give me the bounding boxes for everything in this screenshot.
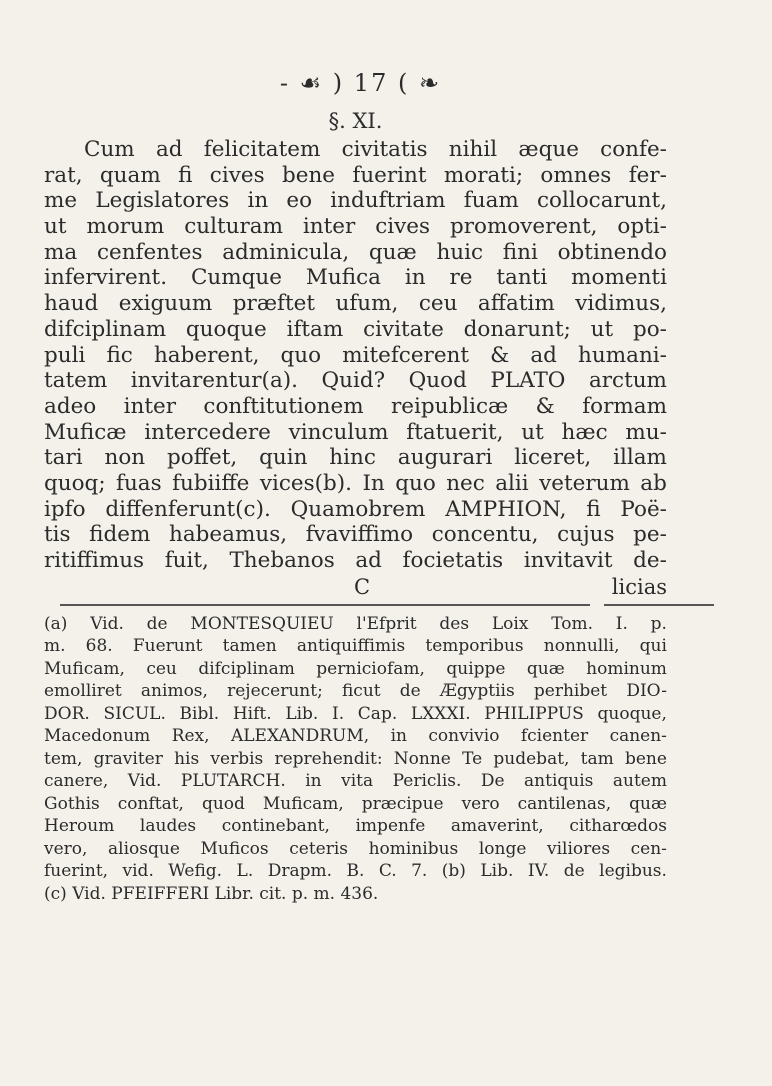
text-line: ipfo diffenferunt(c). Quamobrem AMPHION, fi Poë- [44, 496, 667, 522]
text-line: infervirent. Cumque Mufica in re tanti momenti [44, 265, 667, 291]
text-line: ritiffimus fuit, Thebanos ad focietatis invitavit de- [44, 548, 667, 573]
footnote-line: Gothis conftat, quod Muficam, præcipue vero cantilenas, quæ [44, 793, 667, 814]
footnote-line: (a) Vid. de MONTESQUIEU l'Efprit des Loix Tom. I. p. [44, 613, 667, 634]
text-line: me Legislatores in eo induftriam fuam collocarunt, [44, 188, 667, 214]
footnote-line: m. 68. Fuerunt tamen antiquiffimis temporibus nonnulli, qui [44, 636, 667, 657]
text-line: tari non poffet, quin hinc augurari liceret, illam [44, 445, 667, 471]
footnote-separator [44, 601, 667, 611]
section-title: §. XI. [328, 109, 383, 133]
text-line: tis fidem habeamus, fvaviffimo concentu, cujus pe- [44, 522, 667, 548]
footnote-line: Heroum laudes continebant, impenfe amaverint, citharœdos [44, 816, 667, 837]
text-line: Cum ad felicitatem civitatis nihil æque confe- [84, 137, 667, 162]
signature-mark: C [354, 574, 371, 599]
separator-rule-short [604, 604, 714, 606]
text-line: Muficæ intercedere vinculum ftatuerit, ut hæc mu- [44, 419, 667, 445]
separator-rule-long [60, 604, 590, 606]
footnote-line: vero, aliosque Muficos ceteris hominibus longe viliores cen- [44, 838, 667, 859]
footnote-line: Muficam, ceu difciplinam perniciofam, quippe quæ hominum [44, 658, 667, 679]
text-line: haud exiguum præftet ufum, ceu affatim vidimus, [44, 291, 667, 317]
footnote-line: (c) Vid. PFEIFFERI Libr. cit. p. m. 436. [44, 883, 379, 904]
text-line: difciplinam quoque iftam civitate donarunt; ut po- [44, 316, 667, 342]
footnote-line: tem, graviter his verbis reprehendit: Nonne Te pudebat, tam bene [44, 748, 667, 769]
text-line: rat, quam fi cives bene fuerint morati; omnes fer- [44, 162, 667, 188]
signature-row [44, 575, 667, 599]
footnotes [44, 613, 667, 906]
footnote-line: Macedonum Rex, ALEXANDRUM, in convivio fcienter canen- [44, 726, 667, 747]
text-line: adeo inter conftitutionem reipublicæ & formam [44, 393, 667, 419]
footnote-line: fuerint, vid. Wefig. L. Drapm. B. C. 7. (b) Lib. IV. de legibus. [44, 861, 667, 882]
footnote-line: emolliret animos, rejecerunt; ficut de Ægyptiis perhibet DIO- [44, 681, 667, 702]
text-line: quoq; fuas fubiiffe vices(b). In quo nec alii veterum ab [44, 470, 667, 496]
footnote-line: DOR. SICUL. Bibl. Hift. Lib. I. Cap. LXXXI. PHILIPPUS quoque, [44, 703, 667, 724]
main-text [44, 137, 667, 574]
text-line: ut morum culturam inter cives promoverent, opti- [44, 214, 667, 240]
catchword: licias [611, 574, 667, 599]
text-line: tatem invitarentur(a). Quid? Quod PLATO arctum [44, 368, 667, 394]
footnote-line: canere, Vid. PLUTARCH. in vita Periclis. De antiquis autem [44, 771, 667, 792]
text-line: ma cenfentes adminicula, quæ huic fini obtinendo [44, 239, 667, 265]
running-header: - ☙ ) 17 ( ❧ [279, 69, 442, 97]
text-line: puli fic haberent, quo mitefcerent & ad humani- [44, 342, 667, 368]
